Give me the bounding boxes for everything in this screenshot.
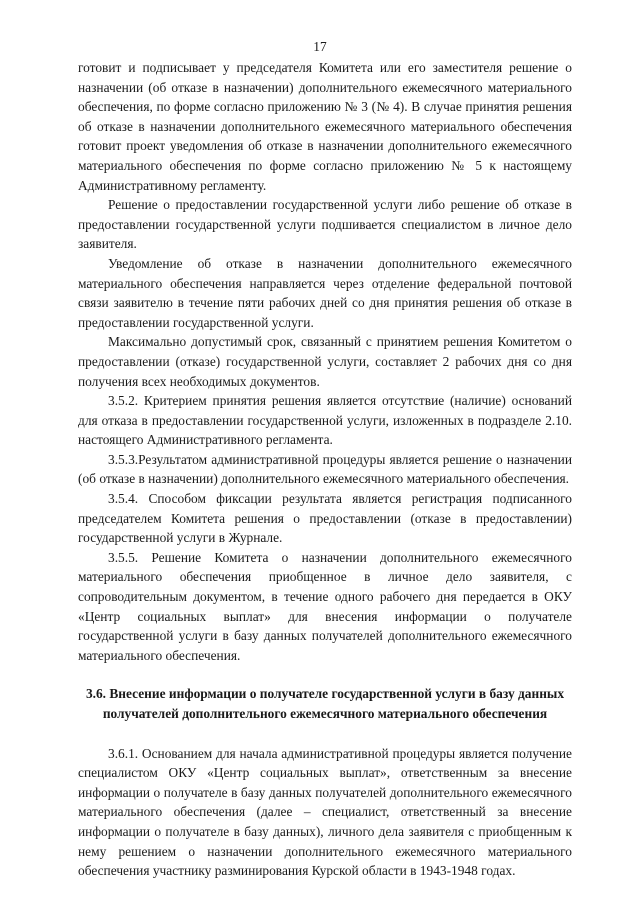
section-heading-text: 3.6. Внесение информации о получателе государственной услуги в базу данных получателей дополнительного ежемесячного материального обеспечения (85, 686, 565, 721)
paragraph-3-5-4: 3.5.4. Способом фиксации результата является регистрация подписанного председателем Комитета решения о предоставлении (отказе в предоставлении) государственной услуги в Журнале. (78, 491, 572, 546)
page-number: 17 (313, 39, 327, 54)
paragraph-3-5-5: 3.5.5. Решение Комитета о назначении дополнительного ежемесячного материального обеспечения приобщенное в личное дело заявителя, с сопроводительным документом, в течение одного рабочего дня передается в ОКУ «Центр социальных выплат» для внесения информации о получателе государственной услуги в базу данных получателей дополнительного ежемесячного материального обеспечения. (78, 549, 572, 663)
paragraph-continuation: готовит и подписывает у председателя Комитета или его заместителя решение о назначении (об отказе в назначении) дополнительного ежемесячного материального обеспечения, по форме согласно приложению № 3 (№ 4). В случае принятия решения об отказе в назначении дополнительного ежемесячного материального обеспечения готовит проект уведомления об отказе в назначении дополнительного ежемесячного материального обеспечения по форме согласно приложению № 5 к настоящему Административному регламенту. (78, 60, 572, 193)
paragraph-max-term: Максимально допустимый срок, связанный с принятием решения Комитетом о предоставлении (отказе) государственной услуги, составляет 2 рабочих дня со дня получения всех необходимых документов. (78, 334, 572, 389)
paragraph-3-5-3: 3.5.3.Результатом административной процедуры является решение о назначении (об отказе в назначении) дополнительного ежемесячного материального обеспечения. (78, 451, 572, 487)
paragraph-refusal-notice: Уведомление об отказе в назначении дополнительного ежемесячного материального обеспечения направляется через отделение федеральной почтовой связи заявителю в течение пяти рабочих дней со дня принятия решения об отказе в предоставлении государственной услуги. (78, 255, 572, 330)
paragraph-decision-filing: Решение о предоставлении государственной услуги либо решение об отказе в предоставлении государственной услуги подшивается специалистом в личное дело заявителя. (78, 197, 572, 252)
document-body (78, 58, 572, 881)
paragraph-3-5-2: 3.5.2. Критерием принятия решения является отсутствие (наличие) оснований для отказа в предоставлении государственной услуги, изложенных в подразделе 2.10. настоящего Административного регламента. (78, 393, 572, 448)
section-heading (78, 684, 572, 723)
paragraph-3-6-1: 3.6.1. Основанием для начала административной процедуры является получение специалистом ОКУ «Центр социальных выплат», ответственным за внесение информации о получателе в базу данных получателей дополнительного ежемесячного материального обеспечения (далее – специалист, ответственный за внесение информации о получателе в базу данных), личного дела заявителя с приобщенным к нему решением о назначении дополнительного ежемесячного материального обеспечения участнику разминирования Курской области в 1943-1948 годах. (78, 745, 572, 879)
